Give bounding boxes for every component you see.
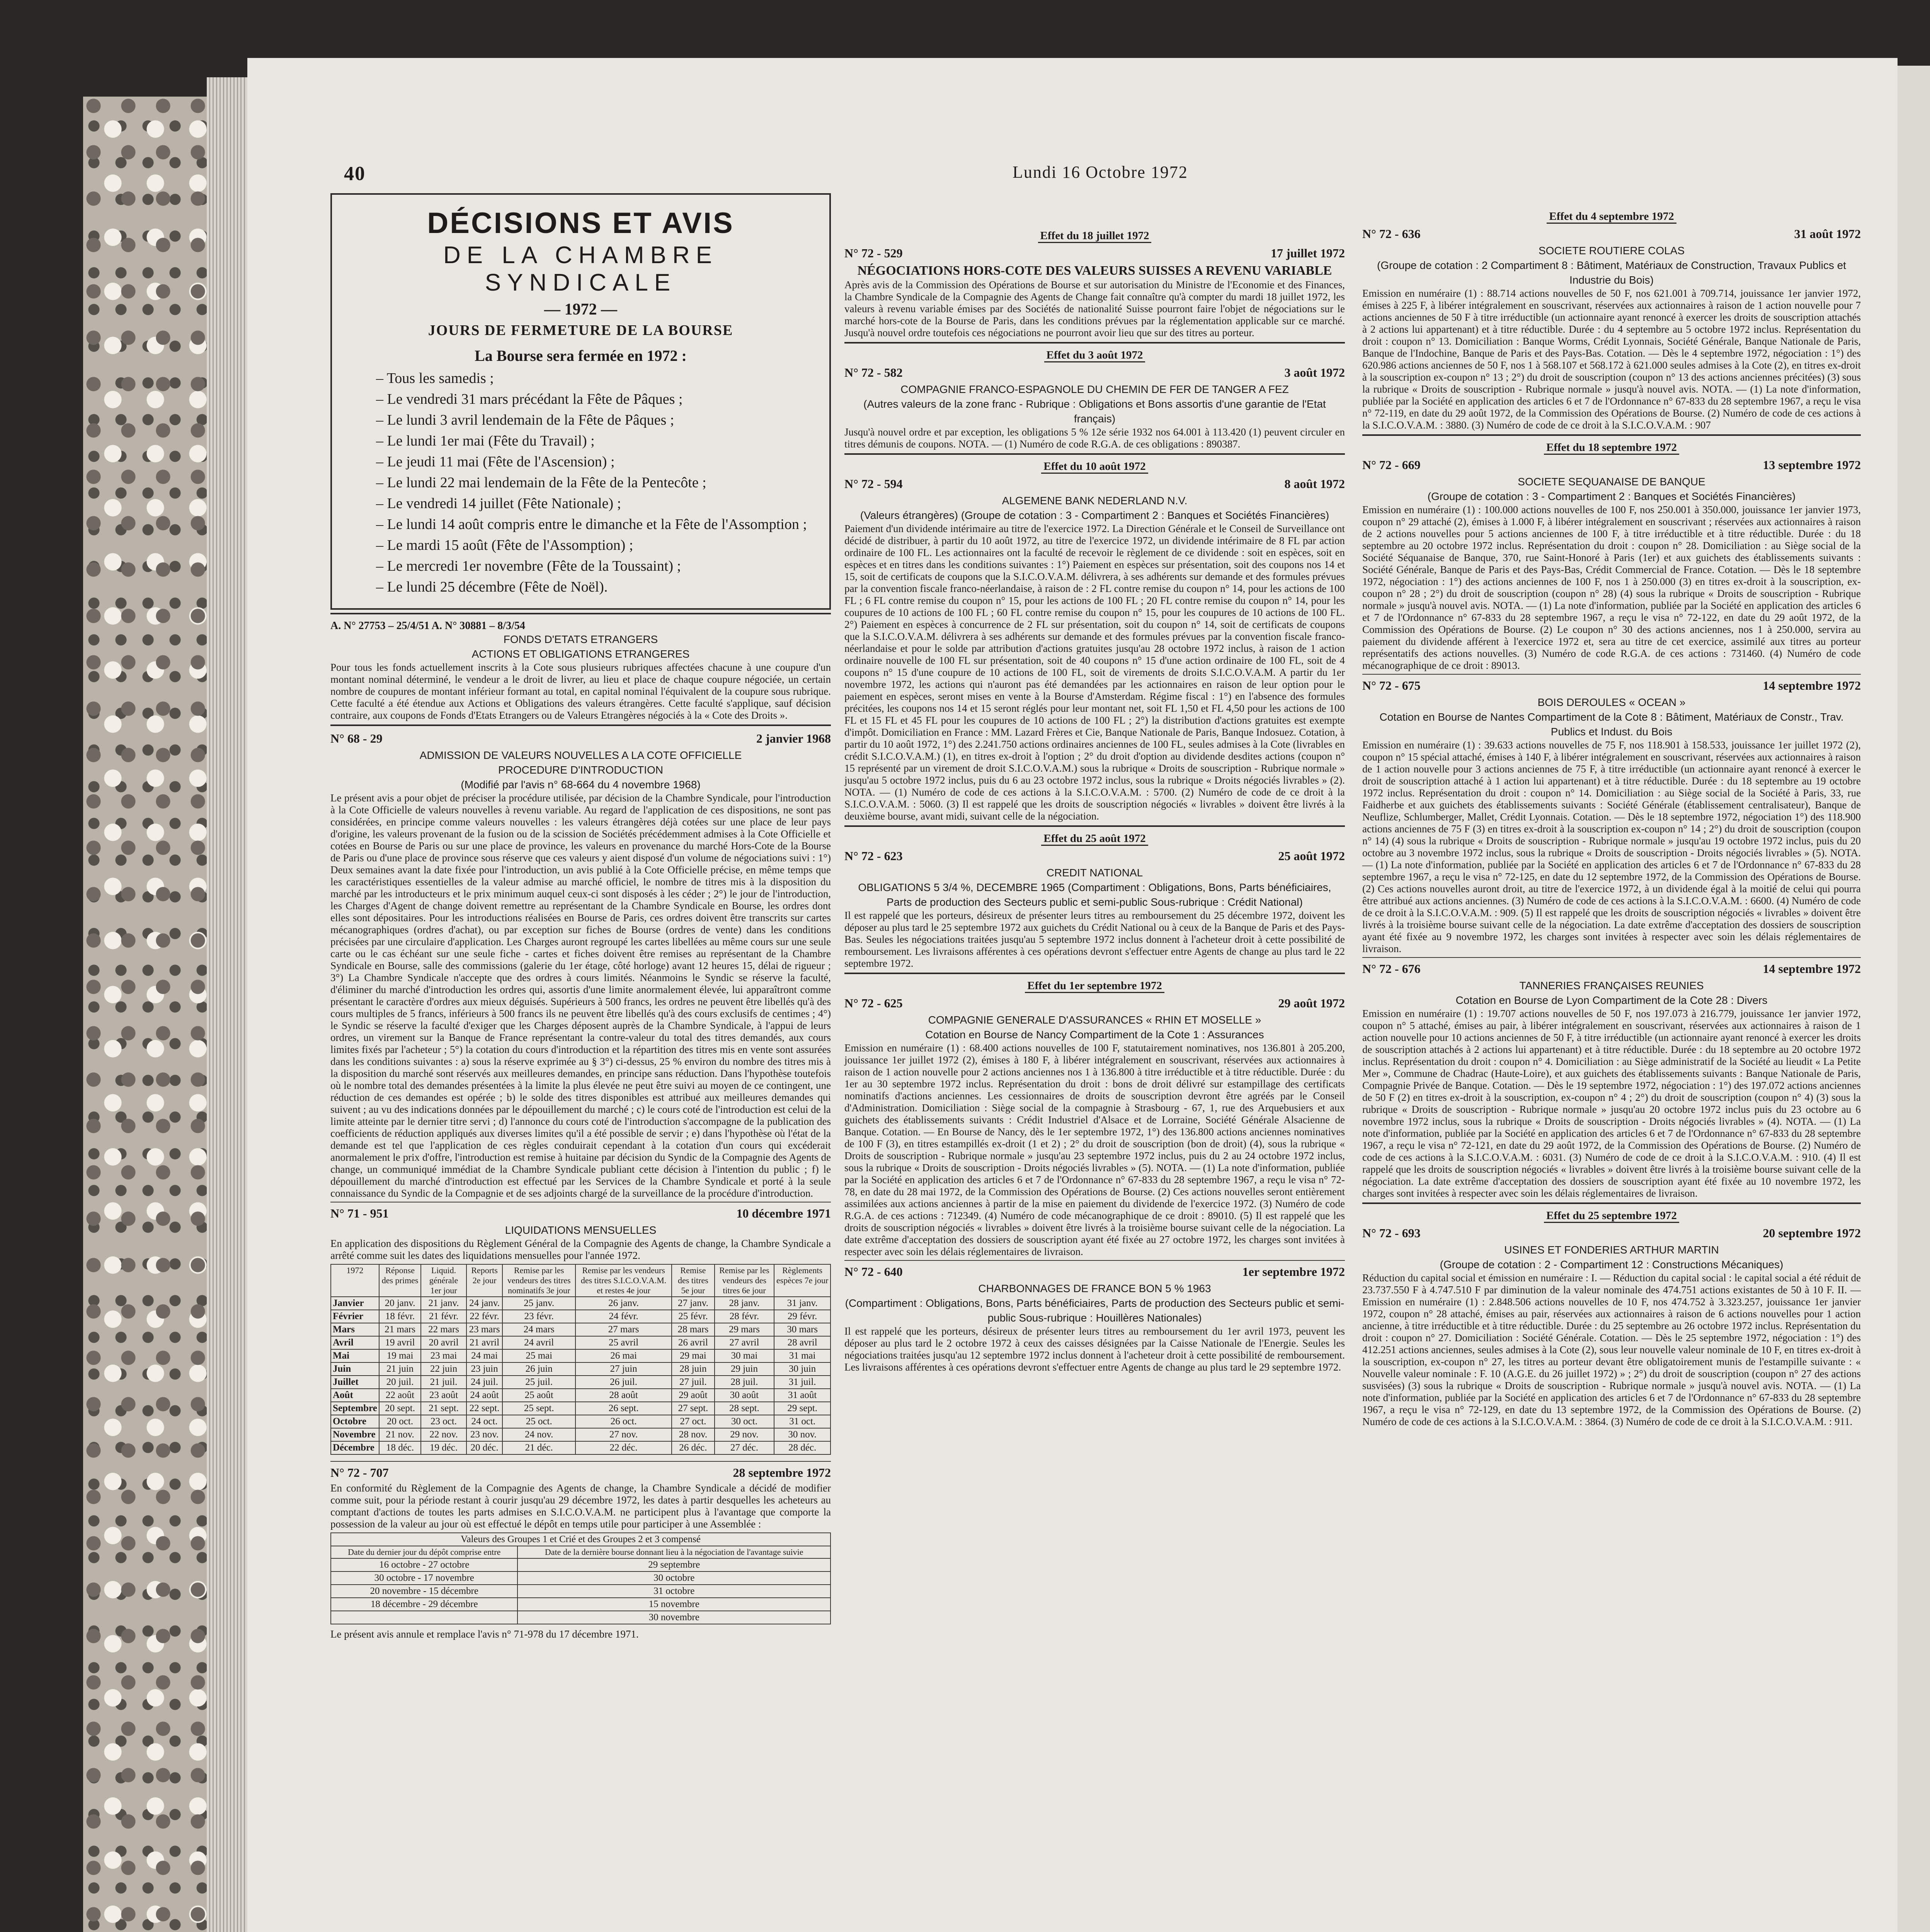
table-cell: 28 mars bbox=[672, 1323, 714, 1336]
table-cell: 30 juin bbox=[774, 1362, 831, 1376]
notice-date: 13 septembre 1972 bbox=[1763, 458, 1861, 472]
table-cell: 24 nov. bbox=[502, 1428, 575, 1441]
notice-header bbox=[1362, 962, 1861, 976]
notice-header bbox=[844, 366, 1345, 380]
table-cell: 19 mai bbox=[379, 1349, 421, 1362]
table-cell: 23 août bbox=[421, 1389, 466, 1402]
notice-number: N° 72 - 582 bbox=[844, 366, 903, 379]
table-cell: 21 déc. bbox=[502, 1441, 575, 1454]
table-cell: 20 janv. bbox=[379, 1297, 421, 1310]
table-cell: 28 juin bbox=[672, 1362, 714, 1376]
notice-subtitle: (Valeurs étrangères) (Groupe de cotation : 3 - Compartiment 2 : Banques et Sociétés Financières) bbox=[860, 509, 1329, 521]
notice-text: Après avis de la Commission des Opérations de Bourse et sur autorisation du Ministre de l'Economie et des Finances, la Chambre Syndicale de la Compagnie des Agents de Change fait connaître qu'à compter du mardi 18 juillet 1972, les valeurs à revenu variable émises par des Sociétés de nationalité Suisse pourront faire l'objet de négociations sur le marché hors-cote de la Bourse de Paris, dans les conditions prévues par la réglementation applicable sur ce marché. Jusqu'à nouvel ordre toutefois ces négociations ne pourront avoir lieu que sur des titres au porteur. bbox=[844, 279, 1345, 338]
table-cell: Juin bbox=[331, 1362, 379, 1376]
notice-subtitle: (Groupe de cotation : 2 Compartiment 8 : Bâtiment, Matériaux de Construction, Travaux Publics et Industrie du Bois) bbox=[1377, 259, 1846, 286]
table-cell: 27 juin bbox=[575, 1362, 672, 1376]
table-cell: 25 août bbox=[502, 1389, 575, 1402]
table-cell: 27 juil. bbox=[672, 1376, 714, 1389]
notice-header bbox=[330, 1206, 831, 1221]
table-title: Valeurs des Groupes 1 et Crié et des Groupes 2 et 3 compensé bbox=[331, 1533, 831, 1546]
table-cell: 23 juin bbox=[466, 1362, 503, 1376]
notice-text: Le présent avis a pour objet de préciser la procédure utilisée, par décision de la Chambre Syndicale, pour l'introduction à la Cote Officielle de valeurs nouvelles à revenu variable. Au regard de l'application de ces dispositions, ne sont pas considérées, en principe comme valeurs nouvelles : les valeurs étrangères déjà cotées sur une place de leur pays d'origine, les valeurs provenant de la fusion ou de la scission de Sociétés précédemment admises à la Cote Officielle et cotées en Bourse de Paris ou sur une place de province, les valeurs en provenance du marché Hors-Cote de la Bourse de Paris ou d'une place de province sous réserve que ces valeurs y aient disposé d'un volume de négociations suivi : 1°) Deux semaines avant la date fixée pour l'introduction, un avis publié à la Cote Officielle précise, en même temps que les caractéristiques essentielles de la valeur admise au marché officiel, le nombre de titres mis à la disposition du marché par les introducteurs et le prix minimum auquel ceux-ci sont disposés à les céder ; 2°) le jour de l'introduction, les Charges d'Agent de change doivent remettre au représentant de la Chambre Syndicale en Bourse, les ordres dont elles sont dépositaires. Pour les introductions réalisées en Bourse de Paris, ces ordres doivent être transcrits sur cartes mécanographiques (ordres d'achat), ou par exception sur fiches de Bourse (ordres de vente) dans les conditions précisées par une circulaire d'application. Les Charges auront regroupé les cartes libellées au même cours sur une seule carte ou le cas échéant sur une seule fiche - cartes et fiches doivent être remises au représentant de la Chambre Syndicale en Bourse, salle des commissions (galerie du 1er étage, côté horloge) avant 12 heures 15, délai de rigueur ; 3°) La Chambre Syndicale n'accepte que des ordres à cours limités. Néanmoins le Syndic se réserve la faculté, d'éliminer du marché d'introduction les ordres qui, assortis d'une limite anormalement élevée, lui apparaîtront comme présentant le caractère d'ordres aux mieux déguisés. Supérieurs à 500 francs, les ordres ne peuvent être libellés qu'à des cours multiples de 5 francs, inférieurs à 500 francs ils ne peuvent être libellés qu'à des cours exclusifs de centimes ; 4°) le Syndic se réserve la faculté d'exiger que les Charges déposent auprès de la Chambre Syndicale, à l'appui de leurs ordres, un virement sur la Banque de France représentant la contre-valeur du total des titres demandés, aux cours limites fixés par l'acheteur ; 5°) la cotation du cours d'introduction et la répartition des titres mis en vente sont assurées dans les conditions suivantes : a) sous la réserve exprimée au § 3°) ci-dessus, 25 % environ du nombre des titres mis à la disposition du marché sont réservés aux meilleures demandes, en principe sans réduction. Dans l'hypothèse toutefois où le nombre total des demandes présentées à la limite la plus élevée ne peut être suivi au moyen de ce contingent, une réduction de ces demandes est opérée ; b) le solde des titres disponibles est attribué aux meilleures demandes qui suivent ; au vu des indications données par le dépouillement du marché ; c) le cours coté de l'introduction est celui de la limite atteinte par le dernier titre servi ; d) l'annonce du cours coté de l'introduction s'accompagne de la publication des coefficients de réduction appliqués aux diverses limites qu'il a été possible de servir ; e) dans l'hypothèse où l'état de la demande est tel que l'application de ces règles conduirait cependant à la cotation d'un cours qui excéderait anormalement le prix d'offre, l'introduction est remise à huitaine par décision du Syndic de la Compagnie des Agents de change, un communiqué immédiat de la Chambre Syndicale publiant cette décision à l'intention du public ; f) le dépouillement du marché d'introduction est effectué par les Services de la Chambre Syndicale et porté à la seule connaissance du Syndic de la Compagnie et de ses adjoints chargé de la surveillance de la procédure d'introduction. bbox=[330, 792, 831, 1199]
table-row bbox=[331, 1376, 831, 1389]
notice-header bbox=[1362, 458, 1861, 472]
table-cell: 19 avril bbox=[379, 1336, 421, 1349]
fonds-subtitle: ACTIONS ET OBLIGATIONS ETRANGERES bbox=[471, 648, 690, 660]
table-cell: Novembre bbox=[331, 1428, 379, 1441]
table-cell: 15 novembre bbox=[517, 1598, 831, 1611]
table-cell: 22 août bbox=[379, 1389, 421, 1402]
table-cell: 30 oct. bbox=[715, 1415, 774, 1428]
table-cell: 27 nov. bbox=[575, 1428, 672, 1441]
table-cell: 27 mars bbox=[575, 1323, 672, 1336]
notice-date: 17 juillet 1972 bbox=[1271, 246, 1345, 260]
notice-title: USINES ET FONDERIES ARTHUR MARTIN bbox=[1504, 1244, 1719, 1256]
table-cell: 28 avril bbox=[774, 1336, 831, 1349]
table-cell: 22 sept. bbox=[466, 1402, 503, 1415]
notice-text: Jusqu'à nouvel ordre et par exception, les obligations 5 % 12e série 1932 nos 64.001 à 113.420 (1) peuvent circuler en titres démunis de coupons. NOTA. — (1) Numéro de code R.G.A. de ces obligations : 890387. bbox=[844, 426, 1345, 450]
table-cell: 31 août bbox=[774, 1389, 831, 1402]
table-cell: 24 avril bbox=[502, 1336, 575, 1349]
notice-header bbox=[844, 246, 1345, 260]
table-cell: 23 oct. bbox=[421, 1415, 466, 1428]
table-cell: 18 décembre - 29 décembre bbox=[331, 1598, 517, 1611]
table-cell: 25 févr. bbox=[672, 1310, 714, 1323]
main-title: DÉCISIONS ET AVIS bbox=[427, 207, 734, 240]
table-cell: 24 août bbox=[466, 1389, 503, 1402]
effet-heading: Effet du 25 septembre 1972 bbox=[1362, 1209, 1861, 1222]
table-cell: Janvier bbox=[331, 1297, 379, 1310]
table-cell: 31 oct. bbox=[774, 1415, 831, 1428]
table-cell: 20 oct. bbox=[379, 1415, 421, 1428]
notice-subtitle: Cotation en Bourse de Nantes Compartiment de la Cote 8 : Bâtiment, Matériaux de Constr., Trav. Publics et Indust. du Bois bbox=[1379, 711, 1844, 738]
table-cell: 29 févr. bbox=[774, 1310, 831, 1323]
table-cell: 20 novembre - 15 décembre bbox=[331, 1585, 517, 1598]
table-cell: Août bbox=[331, 1389, 379, 1402]
table-cell: 22 févr. bbox=[466, 1310, 503, 1323]
groups-table bbox=[330, 1532, 831, 1624]
notice-title: COMPAGNIE FRANCO-ESPAGNOLE DU CHEMIN DE FER DE TANGER A FEZ bbox=[900, 383, 1289, 395]
table-cell: Février bbox=[331, 1310, 379, 1323]
table-cell: 26 avril bbox=[672, 1336, 714, 1349]
table-row bbox=[331, 1585, 831, 1598]
notice-number: N° 72 - 640 bbox=[844, 1265, 903, 1279]
table-cell: 19 déc. bbox=[421, 1441, 466, 1454]
notice-number: N° 72 - 669 bbox=[1362, 458, 1421, 472]
table-cell: 30 octobre - 17 novembre bbox=[331, 1571, 517, 1585]
table-body bbox=[331, 1558, 831, 1624]
table-cell: 28 févr. bbox=[715, 1310, 774, 1323]
column-header: Date du dernier jour du dépôt comprise entre bbox=[331, 1546, 517, 1558]
notice-date: 14 septembre 1972 bbox=[1763, 679, 1861, 692]
notice-header bbox=[844, 477, 1345, 491]
year-label: — 1972 — bbox=[544, 301, 617, 318]
notice-number: N° 72 - 529 bbox=[844, 246, 903, 260]
notice-header bbox=[330, 1466, 831, 1480]
table-cell: 28 nov. bbox=[672, 1428, 714, 1441]
notice-date: 1er septembre 1972 bbox=[1242, 1265, 1345, 1279]
table-cell: 29 nov. bbox=[715, 1428, 774, 1441]
notice-date: 14 septembre 1972 bbox=[1763, 962, 1861, 976]
table-cell: 28 juil. bbox=[715, 1376, 774, 1389]
closing-intro: La Bourse sera fermée en 1972 : bbox=[475, 347, 687, 364]
notice-date: 3 août 1972 bbox=[1284, 366, 1345, 379]
table-cell: 31 juil. bbox=[774, 1376, 831, 1389]
table-cell: 16 octobre - 27 octobre bbox=[331, 1558, 517, 1571]
closing-day: – Le lundi 3 avril lendemain de la Fête de Pâques ; bbox=[376, 412, 674, 428]
notice-text: En application des dispositions du Règlement Général de la Compagnie des Agents de change, la Chambre Syndicale a arrêté comme suit les dates des liquidations mensuelles pour l'année 1972. bbox=[330, 1238, 831, 1261]
column-left bbox=[330, 193, 831, 1643]
table-cell: 30 novembre bbox=[517, 1611, 831, 1624]
table-cell: 29 septembre bbox=[517, 1558, 831, 1571]
table-cell: 24 juil. bbox=[466, 1376, 503, 1389]
notice-subtitle: PROCEDURE D'INTRODUCTION bbox=[498, 764, 663, 776]
table-cell: 24 janv. bbox=[466, 1297, 503, 1310]
table-row bbox=[331, 1323, 831, 1336]
table-cell: 28 janv. bbox=[715, 1297, 774, 1310]
table-row bbox=[331, 1310, 831, 1323]
column-header: Date de la dernière bourse donnant lieu à la négociation de l'avantage suivie bbox=[517, 1546, 831, 1558]
closing-day: – Le lundi 1er mai (Fête du Travail) ; bbox=[376, 433, 595, 449]
table-cell: 18 févr. bbox=[379, 1310, 421, 1323]
table-cell: Décembre bbox=[331, 1441, 379, 1454]
table-cell: 28 sept. bbox=[715, 1402, 774, 1415]
notice-date: 25 août 1972 bbox=[1278, 849, 1345, 863]
table-cell: 26 déc. bbox=[672, 1441, 714, 1454]
notice-number: N° 72 - 625 bbox=[844, 996, 903, 1010]
page-edges bbox=[207, 77, 253, 1932]
table-cell: 25 janv. bbox=[502, 1297, 575, 1310]
table-cell: 30 août bbox=[715, 1389, 774, 1402]
table-cell: 29 août bbox=[672, 1389, 714, 1402]
notice-number: N° 68 - 29 bbox=[330, 731, 383, 745]
table-cell: 21 mars bbox=[379, 1323, 421, 1336]
notice-text: Emission en numéraire (1) : 39.633 actions nouvelles de 75 F, nos 118.901 à 158.533, jouissance 1er juillet 1972 (2), coupon n° 15 spécial attaché, émises à 140 F, à libérer intégralement en souscrivant, réservées aux actionnaires à raison de 1 action nouvelle pour 3 actions anciennes de 75 F, à titre irréductible (un actionnaire ayant renoncé à exercer le droit de souscription attaché à 1 action lui appartenant) et à titre réductible. Durée : du 18 septembre au 19 octobre 1972 inclus. Représentation du droit : coupon n° 14. Domiciliation : au Siège social de la Société à Paris, 33, rue Faidherbe et aux guichets des établissements suivants : Société Générale (établissement centralisateur), Banque de Neuflize, Schlumberger, Mallet, Crédit Lyonnais. Cotation. — Dès le 18 septembre 1972, négociation 1°) des 118.900 actions anciennes de 75 F (3) en titres ex-droit à la souscription ex-coupon n° 14 ; 2°) du droit de souscription (coupon n° 14) (4) sous la rubrique « Droits de souscription - Rubrique normale » jusqu'au 19 octobre 1972 inclus, puis du 20 octobre au 3 novembre 1972 inclus, sous la rubrique « Droits de souscription - Droits négociés livrables » (5). NOTA. — (1) La note d'information, publiée par la Société en application des articles 6 et 7 de l'Ordonnance n° 67-833 du 28 septembre 1967, a reçu le visa n° 72-125, en date du 12 septembre 1972, de la Commission des Opérations de Bourse. (2) Ces actions nouvelles auront droit, au titre de l'exercice 1972, à un dividende égal à la moitié de celui qui pourra être attribué aux actions anciennes. (3) Numéro de code de ces actions à la S.I.C.O.V.A.M. : 6600. (4) Numéro de code de ce droit à la S.I.C.O.V.A.M. : 909. (5) Il est rappelé que les droits de souscription négociés « livrables » doivent être livrés à la troisième bourse suivant celle de la négociation. La date extrême d'acceptation des dossiers de souscription ayant été fixée au 9 novembre 1972, les charges sont invitées à respecter avec soin les délais réglementaires de livraison. bbox=[1362, 739, 1861, 954]
table-cell: Mars bbox=[331, 1323, 379, 1336]
table-cell: 29 juin bbox=[715, 1362, 774, 1376]
table-cell: 30 octobre bbox=[517, 1571, 831, 1585]
closing-day: – Tous les samedis ; bbox=[376, 370, 494, 386]
effet-heading: Effet du 10 août 1972 bbox=[844, 460, 1345, 473]
table-cell: 23 févr. bbox=[502, 1310, 575, 1323]
notice-text: Emission en numéraire (1) : 19.707 actions nouvelles de 50 F, nos 197.073 à 216.779, jouissance 1er janvier 1972, coupon n° 5 attaché, émises au pair, à libérer intégralement en souscrivant, réservées aux actionnaires à raison de 1 action nouvelle pour 10 actions anciennes de 50 F, à titre irréductible (un actionnaire ayant renoncé à exercer les droits de souscription attachés à 2 actions lui appartenant) et à titre réductible. Durée : du 18 septembre au 20 octobre 1972 inclus. Représentation du droit : coupon n° 4. Domiciliation : au Siège administratif de la Société au lieudit « La Petite Mer », Commune de Chadrac (Haute-Loire), et aux guichets des établissements suivants : Banque Nationale de Paris, Compagnie Privée de Banque. Cotation. — Dès le 19 septembre 1972, négociation : 1°) des 197.072 actions anciennes de 50 F (2) en titres ex-droit à la souscription, ex-coupon n° 4 ; 2°) du droit de souscription (coupon n° 4) (3) sous la rubrique « Droits de souscription - Rubrique normale » jusqu'au 20 octobre 1972 inclus puis du 23 octobre au 6 novembre 1972 inclus, sous la rubrique « Droits de souscription - Droits négociés livrables » (4). NOTA. — (1) La note d'information, publiée par la Société en application des articles 6 et 7 de l'Ordonnance n° 67-833 du 28 septembre 1967, a reçu le visa n° 72-121, en date du 29 août 1972, de la Commission des Opérations de Bourse. (2) Numéro de code de ces actions à la S.I.C.O.V.A.M. : 6031. (3) Numéro de code de ce droit à la S.I.C.O.V.A.M. : 910. (4) Il est rappelé que les droits de souscription négociés « livrables » doivent être livrés à la troisième bourse suivant celle de la négociation. La date extrême d'acceptation des dossiers de souscription ayant été fixée au 10 novembre 1972, les charges sont invitées à respecter avec soin les délais réglementaires de livraison. bbox=[1362, 1008, 1861, 1199]
table-cell bbox=[331, 1611, 517, 1624]
notice-subtitle: (Autres valeurs de la zone franc - Rubrique : Obligations et Bons assortis d'une garantie de l'Etat français) bbox=[863, 398, 1326, 425]
notice-footer: Le présent avis annule et remplace l'avis n° 71-978 du 17 décembre 1971. bbox=[330, 1628, 639, 1640]
table-row bbox=[331, 1297, 831, 1310]
table-cell: 21 févr. bbox=[421, 1310, 466, 1323]
notice-text: Réduction du capital social et émission en numéraire : I. — Réduction du capital social : le capital social a été réduit de 23.737.550 F à 4.747.510 F par diminution de la valeur nominale des 474.751 actions existantes de 50 à 10 F. II. — Emission en numéraire (1) : 2.848.506 actions nouvelles de 10 F, nos 474.752 à 3.323.257, jouissance 1er janvier 1972, coupon n° 28 attaché, émises au pair, réservées aux actionnaires à raison de 6 actions nouvelles pour 1 action ancienne, à titre irréductible et à titre réductible. Durée : du 25 septembre au 26 octobre 1972 inclus. Représentation du droit : coupon n° 27. Domiciliation : Société Générale. Cotation. — Dès le 25 septembre 1972, négociation : 1°) des 412.251 actions anciennes, seules admises à la Cote (2), sous leur nouvelle valeur nominale de 10 F, en titres ex-droit à la souscription, ex-coupon n° 27, les titres au porteur devant être obligatoirement munis de l'estampille suivante : « Nouvelle valeur nominale : F. 10 (A.G.E. du 26 juillet 1972) » ; 2°) du droit de souscription (coupon n° 27 des actions susvisées) (3) sous la rubrique « Droits de souscription - Rubrique normale » jusqu'à nouvel avis. NOTA. — (1) La note d'information, publiée par la Société en application des articles 6 et 7 de l'Ordonnance n° 67-833 du 28 septembre 1967, a reçu le visa n° 72-129, en date du 13 septembre 1972, de la Commission des Opérations de Bourse. (2) Numéro de code de ces actions à la S.I.C.O.V.A.M. : 3864. (3) Numéro de code de ce droit à la S.I.C.O.V.A.M. : 911. bbox=[1362, 1272, 1861, 1427]
notice-number: N° 72 - 707 bbox=[330, 1466, 389, 1480]
notice-header bbox=[1362, 679, 1861, 693]
table-row bbox=[331, 1349, 831, 1362]
column-header: Remise par les vendeurs des titres 6e jour bbox=[715, 1264, 774, 1297]
table-cell: 26 janv. bbox=[575, 1297, 672, 1310]
table-cell: 20 avril bbox=[421, 1336, 466, 1349]
closing-days-box bbox=[330, 193, 831, 610]
notice-text: Emission en numéraire (1) : 88.714 actions nouvelles de 50 F, nos 621.001 à 709.714, jouissance 1er janvier 1972, émises à 225 F, à libérer intégralement en souscrivant, réservées aux actionnaires à raison de 1 action nouvelle pour 7 actions anciennes de 50 F à titre irréductible (un actionnaire ayant renoncé à exercer les droits de souscription attachés à 2 actions lui appartenant) et à titre réductible. Durée : du 4 septembre au 5 octobre 1972 inclus. Représentation du droit : coupon n° 13. Domiciliation : Banque Worms, Crédit Lyonnais, Société Générale, Banque Nationale de Paris, Banque de l'Indochine, Banque de Paris et des Pays-Bas. Cotation. — Dès le 4 septembre 1972, négociation : 1°) des 620.986 actions anciennes de 50 F, nos 1 à 568.107 et 568.172 à 621.000 seules admises à la Cote (2), en titres ex-droit à la souscription ex-coupon n° 13 ; 2°) du droit de souscription (coupon n° 13 des actions anciennes précitées) (3) sous la rubrique « Droits de souscription - Rubrique normale » jusqu'à nouvel avis. NOTA. — (1) La note d'information, publiée par la Société en application des articles 6 et 7 de l'Ordonnance n° 67-833 du 28 septembre 1967, a reçu le visa n° 72-119, en date du 29 août 1972, de la Commission des Opérations de Bourse. (2) Numéro de code de ces actions à la S.I.C.O.V.A.M. : 3880. (3) Numéro de code de ce droit à la S.I.C.O.V.A.M. : 907 bbox=[1362, 287, 1861, 431]
notice-title: BOIS DEROULES « OCEAN » bbox=[1537, 696, 1686, 708]
closing-day: – Le mardi 15 août (Fête de l'Assomption) ; bbox=[376, 537, 633, 553]
page-date: Lundi 16 Octobre 1972 bbox=[1013, 163, 1188, 182]
table-row bbox=[331, 1402, 831, 1415]
notice-number: N° 72 - 636 bbox=[1362, 227, 1421, 241]
table-row bbox=[331, 1558, 831, 1571]
closing-day: – Le vendredi 31 mars précédant la Fête de Pâques ; bbox=[376, 391, 683, 407]
table-cell: 27 déc. bbox=[715, 1441, 774, 1454]
table-row bbox=[331, 1598, 831, 1611]
notice-header bbox=[1362, 227, 1861, 241]
column-header: Réponse des primes bbox=[379, 1264, 421, 1297]
notice-number: N° 72 - 623 bbox=[844, 849, 903, 863]
notice-title: TANNERIES FRANÇAISES REUNIES bbox=[1519, 980, 1704, 992]
table-cell: 26 juin bbox=[502, 1362, 575, 1376]
closing-day: – Le vendredi 14 juillet (Fête Nationale) ; bbox=[376, 495, 621, 512]
effet-heading: Effet du 18 septembre 1972 bbox=[1362, 441, 1861, 454]
notice-number: N° 72 - 676 bbox=[1362, 962, 1421, 976]
avis-references: A. N° 27753 – 25/4/51 A. N° 30881 – 8/3/54 bbox=[330, 620, 525, 632]
closing-day: – Le lundi 25 décembre (Fête de Noël). bbox=[376, 579, 608, 595]
column-header: 1972 bbox=[331, 1264, 379, 1297]
table-cell: 26 oct. bbox=[575, 1415, 672, 1428]
table-cell: 23 mars bbox=[466, 1323, 503, 1336]
main-subtitle: DE LA CHAMBRE SYNDICALE bbox=[443, 242, 718, 296]
table-cell: 26 sept. bbox=[575, 1402, 672, 1415]
notice-title: CHARBONNAGES DE FRANCE BON 5 % 1963 bbox=[978, 1282, 1211, 1294]
table-cell: 27 avril bbox=[715, 1336, 774, 1349]
table-cell: 21 avril bbox=[466, 1336, 503, 1349]
table-cell: 31 octobre bbox=[517, 1585, 831, 1598]
notice-title: CREDIT NATIONAL bbox=[1046, 867, 1143, 879]
notice-date: 31 août 1972 bbox=[1794, 227, 1861, 241]
table-cell: 28 août bbox=[575, 1389, 672, 1402]
table-cell: 24 mars bbox=[502, 1323, 575, 1336]
notice-title: COMPAGNIE GENERALE D'ASSURANCES « RHIN ET MOSELLE » bbox=[928, 1014, 1261, 1026]
column-header: Reports 2e jour bbox=[466, 1264, 503, 1297]
column-header: Remise des titres 5e jour bbox=[672, 1264, 714, 1297]
page-number: 40 bbox=[344, 163, 366, 185]
column-header: Remise par les vendeurs des titres S.I.C.O.V.A.M. et restes 4e jour bbox=[575, 1264, 672, 1297]
marbled-binding bbox=[83, 97, 211, 1932]
notice-number: N° 71 - 951 bbox=[330, 1206, 389, 1220]
table-cell: 20 sept. bbox=[379, 1402, 421, 1415]
table-cell: 23 mai bbox=[421, 1349, 466, 1362]
table-cell: 25 sept. bbox=[502, 1402, 575, 1415]
notice-text: Il est rappelé que les porteurs, désireux de présenter leurs titres au remboursement du 1er avril 1973, peuvent les déposer au plus tard le 2 octobre 1972 à ceux des caisses désignées par la Caisse Nationale de l'Energie. Seules les négociations traitées jusqu'au 12 septembre 1972 inclus donnent à l'acheteur droit à cette possibilité de remboursement. Les livraisons afférentes à ces opérations devront s'effectuer entre Agents de change au plus tard le 29 septembre 1972. bbox=[844, 1325, 1345, 1373]
table-cell: 29 sept. bbox=[774, 1402, 831, 1415]
notice-date: 2 janvier 1968 bbox=[756, 731, 831, 745]
table-cell: 26 juil. bbox=[575, 1376, 672, 1389]
table-cell: 21 juin bbox=[379, 1362, 421, 1376]
table-cell: 27 janv. bbox=[672, 1297, 714, 1310]
table-cell: 30 mai bbox=[715, 1349, 774, 1362]
column-header: Règlements espèces 7e jour bbox=[774, 1264, 831, 1297]
closing-day: – Le jeudi 11 mai (Fête de l'Ascension) ; bbox=[376, 454, 615, 470]
notice-text: Emission en numéraire (1) : 100.000 actions nouvelles de 100 F, nos 250.001 à 350.000, jouissance 1er janvier 1973, coupon n° 29 attaché (2), émises à 1.000 F, à libérer intégralement en souscrivant ; réservées aux actionnaires à raison de 2 actions nouvelles pour 5 actions anciennes de 100 F, à titre irréductible et à titre réductible. Durée : du 18 septembre au 20 octobre 1972 inclus. Représentation du droit : coupon n° 28. Domiciliation : au Siège social de la Société Séquanaise de Banque, 370, rue Saint-Honoré à Paris (1er) et aux guichets des établissements suivants : Société Générale, Banque de Paris et des Pays-Bas, Crédit Commercial de France. Cotation. — Dès le 18 septembre 1972, négociation : 1°) des actions anciennes de 100 F, nos 1 à 250.000 (3) en titres ex-droit à la souscription, ex-coupon n° 28 ; 2°) du droit de souscription (coupon n° 28) (4) sous la rubrique « Droits de souscription - Rubrique normale » jusqu'à nouvel avis. NOTA. — (1) La note d'information, publiée par la Société en application des articles 6 et 7 de l'Ordonnance n° 67-833 du 28 septembre 1967, a reçu le visa n° 72-122, en date du 29 août 1972, de la Commission des Opérations de Bourse. (2) Le coupon n° 30 des actions anciennes, nos 1 à 250.000, servira au paiement du dividende afférent à l'exercice 1972 et, sera au titre de cet exercice, assimilé aux titres au porteur représentatifs des actions nouvelles. (3) Numéro de code R.G.A. de ces actions : 731460. (4) Numéro de code mécanographique de ce droit : 89013. bbox=[1362, 504, 1861, 671]
closing-days-list bbox=[341, 368, 820, 597]
notice-title: ADMISSION DE VALEURS NOUVELLES A LA COTE OFFICIELLE bbox=[419, 749, 742, 761]
notice-date: 20 septembre 1972 bbox=[1763, 1226, 1861, 1240]
table-cell: 27 oct. bbox=[672, 1415, 714, 1428]
notice-date: 10 décembre 1971 bbox=[736, 1206, 831, 1220]
table-cell: 26 mai bbox=[575, 1349, 672, 1362]
table-cell: 31 janv. bbox=[774, 1297, 831, 1310]
notice-header bbox=[844, 849, 1345, 863]
table-cell: 25 avril bbox=[575, 1336, 672, 1349]
table-row bbox=[331, 1362, 831, 1376]
table-row bbox=[331, 1415, 831, 1428]
notice-number: N° 72 - 693 bbox=[1362, 1226, 1421, 1240]
facing-page-edge bbox=[1896, 66, 1930, 1932]
notice-text: Paiement d'un dividende intérimaire au titre de l'exercice 1972. La Direction Générale et le Conseil de Surveillance ont décidé de distribuer, à partir du 10 août 1972, au titre de l'exercice 1972, un dividende intérimaire de 8 FL par action ordinaire de 100 FL. Les actionnaires ont la faculté de recevoir le règlement de ce dividende : soit en espèces, soit en espèces et en titres dans les conditions suivantes : 1°) Paiement en espèces sur présentation, soit des coupons nos 14 et 15, soit de certificats de coupons que la S.I.C.O.V.A.M. délivrera, à ses adhérents sur demande et des formules prévues par la convention fiscale franco-néerlandaise, à raison de : 2 FL contre remise du coupon n° 14, pour les actions de 100 FL ; 6 FL contre remise du coupon n° 15, pour les actions de 100 FL ; 20 FL contre remise du coupon n° 14, pour les coupures de 10 actions de 100 FL ; 60 FL contre remise du coupon n° 15, pour les coupures de 10 actions de 100 FL. 2°) Paiement en espèces à concurrence de 2 FL sur présentation, soit du coupon n° 14, soit de certificats de coupons que la S.I.C.O.V.A.M. délivrera à ses adhérents sur demande et des formules prévues par la convention fiscale franco-néerlandaise et pour le solde par attribution d'actions gratuites jusqu'au 28 octobre 1972 inclus, à raison de 1 action ordinaire nouvelle de 100 FL sur présentation, soit de 40 coupons n° 15 d'une action ordinaire de 100 FL, soit de 4 coupons n° 15 d'une coupure de 10 actions de 100 FL, soit de virements de droits S.I.C.O.V.A.M. A partir du 1er novembre 1972, les actions qui n'auront pas été demandées par les actionnaires en raison de leur option pour le paiement en espèces, seront mises en vente à la Bourse d'Amsterdam. Régime fiscal : 1°) en l'absence des formules précitées, les coupons nos 14 et 15 seront réglés pour leur montant net, soit FL 1,50 et FL 4,50 pour les actions de 100 FL et 15 FL et 45 FL pour les coupures de 10 actions de 100 FL ; 2°) la distribution d'actions gratuites est exempte d'impôt. Domiciliation en France : MM. Lazard Frères et Cie, Banque Nationale de Paris, Banque Indosuez. Cotation, à partir du 10 août 1972, 1°) des 2.241.750 actions ordinaires anciennes de 100 FL, seules admises à la Cote (livrables en crédit S.I.C.O.V.A.M.) (1), en titres ex-droit à l'option ; 2° du droit d'option au dividende desdites actions (coupon n° 15 représenté par un virement de droit S.I.C.O.V.A.M.) sous la rubrique « Droits de souscription - Rubrique normale » jusqu'au 5 octobre 1972 inclus, puis du 6 au 23 octobre 1972 inclus, sous la rubrique « Droits négociés livrables » (2). NOTA. — (1) Numéro de code de ces actions à la S.I.C.O.V.A.M. : 5700. (2) Numéro de code de ce droit à la S.I.C.O.V.A.M. : 5060. (3) Il est rappelé que les droits de souscription négociés « livrables » doivent être livrés à la deuxième bourse, avant midi, suivant celle de la négociation. bbox=[844, 523, 1345, 822]
table-cell: 24 oct. bbox=[466, 1415, 503, 1428]
notice-subtitle: (Groupe de cotation : 3 - Compartiment 2 : Banques et Sociétés Financières) bbox=[1427, 490, 1796, 502]
notice-subtitle: (Compartiment : Obligations, Bons, Parts bénéficiaires, Parts de production des Secteurs public et semi-public Sous-rubrique : Houillères Nationales) bbox=[845, 1297, 1345, 1324]
table-row bbox=[331, 1571, 831, 1585]
table-cell: 30 nov. bbox=[774, 1428, 831, 1441]
notice-title: SOCIETE SEQUANAISE DE BANQUE bbox=[1518, 476, 1705, 488]
notice-header bbox=[844, 1265, 1345, 1279]
closing-title: JOURS DE FERMETURE DE LA BOURSE bbox=[428, 322, 734, 338]
table-cell: 29 mars bbox=[715, 1323, 774, 1336]
notice-date: 8 août 1972 bbox=[1284, 477, 1345, 491]
column-right bbox=[1362, 205, 1861, 1430]
effet-heading: Effet du 18 juillet 1972 bbox=[844, 230, 1345, 242]
notice-text: En conformité du Règlement de la Compagnie des Agents de change, la Chambre Syndicale a décidé de modifier comme suit, pour la période restant à courir jusqu'au 29 décembre 1972, les dates à partir desquelles les acheteurs au comptant d'actions de toutes les parts admises en S.I.C.O.V.A.M. ne participent plus à l'avantage que comporte la possession de la valeur au jour où est effectué le dépôt en temps utile pour participer à une Assemblée : bbox=[330, 1482, 831, 1530]
table-cell: 21 sept. bbox=[421, 1402, 466, 1415]
fonds-text: Pour tous les fonds actuellement inscrits à la Cote sous plusieurs rubriques affectées chacune à une coupure d'un montant nominal déterminé, le vendeur a le droit de livrer, au lieu et place de chaque coupure négociée, un certain nombre de coupures de montant inférieur formant au total, en capital nominal l'équivalent de la coupure sous rubrique. Cette faculté a été étendue aux Actions et Obligations des valeurs étrangères. Cette faculté s'applique, sauf décision contraire, aux coupons de Fonds d'Etats Etrangers ou de Valeurs Etrangères négociés à la « Cote des Droits ». bbox=[330, 662, 831, 721]
notice-header bbox=[330, 731, 831, 746]
column-header: Liquid. générale 1er jour bbox=[421, 1264, 466, 1297]
notice-text: Emission en numéraire (1) : 68.400 actions nouvelles de 100 F, statutairement nominatives, nos 136.801 à 205.200, jouissance 1er juillet 1972 (2), émises à 180 F, à libérer intégralement en souscrivant, réservées aux actionnaires à raison de 1 action nouvelle pour 2 actions anciennes nos 1 à 136.800 à titre irréductible et à titre réductible. Durée : du 1er au 30 septembre 1972 inclus. Représentation du droit : bons de droit délivré sur estampillage des certificats nominatifs d'actions anciennes. Les cessionnaires de droits de souscription devront être agréés par le Conseil d'Administration. Domiciliation : Siège social de la compagnie à Strasbourg - 67, 1, rue des Arquebusiers et aux guichets des établissements suivants : Crédit Industriel d'Alsace et de Lorraine, Société Générale Alsacienne de Banque. Cotation. — En Bourse de Nancy, dès le 1er septembre 1972, 1°) des 136.800 actions anciennes nominatives de 100 F (3), en titres estampillés ex-droit (1 et 2) ; 2° du droit de souscription (bon de droit) (4), sous la rubrique « Droits de souscription - Rubrique normale » jusqu'au 23 septembre 1972 inclus, puis du 2 au 24 octobre 1972 inclus, sous la rubrique « Droits de souscription - Droits négociés livrables » (5). NOTA. — (1) La note d'information, publiée par la Société en application des articles 6 et 7 de l'Ordonnance n° 67-833 du 28 septembre 1967, a reçu le visa n° 72-78, en date du 28 mai 1972, de la Commission des Opérations de Bourse. (2) Ces actions nouvelles seront entièrement assimilées aux actions anciennes à partir de la mise en paiement du dividende de l'exercice 1972. (3) Numéro de code R.G.A. de ces actions : 712349. (4) Numéro de code mécanographique de ce droit : 89010. (5) Il est rappelé que les droits de souscription négociés « livrables » doivent être livrés à la troisième bourse suivant celle de la négociation. La date extrême d'acceptation des dossiers de souscription ayant été fixée au 27 octobre 1972, les charges sont invitées à respecter avec soin les délais réglementaires de livraison. bbox=[844, 1042, 1345, 1257]
table-cell: Mai bbox=[331, 1349, 379, 1362]
table-cell: 21 juil. bbox=[421, 1376, 466, 1389]
closing-day: – Le lundi 22 mai lendemain de la Fête de la Pentecôte ; bbox=[376, 474, 706, 491]
notice-number: N° 72 - 675 bbox=[1362, 679, 1421, 692]
column-header: Remise par les vendeurs des titres nominatifs 3e jour bbox=[502, 1264, 575, 1297]
table-cell: 28 déc. bbox=[774, 1441, 831, 1454]
notice-header bbox=[1362, 1226, 1861, 1240]
notice-date: 28 septembre 1972 bbox=[733, 1466, 831, 1480]
table-cell: 22 juin bbox=[421, 1362, 466, 1376]
table-cell: 24 mai bbox=[466, 1349, 503, 1362]
table-cell: Septembre bbox=[331, 1402, 379, 1415]
column-middle bbox=[844, 224, 1345, 1376]
closing-day: – Le mercredi 1er novembre (Fête de la Toussaint) ; bbox=[376, 558, 681, 574]
notice-title: NÉGOCIATIONS HORS-COTE DES VALEURS SUISSES A REVENU VARIABLE bbox=[857, 264, 1332, 278]
table-cell: 27 sept. bbox=[672, 1402, 714, 1415]
table-row bbox=[331, 1611, 831, 1624]
table-cell: 30 mars bbox=[774, 1323, 831, 1336]
effet-heading: Effet du 3 août 1972 bbox=[844, 349, 1345, 362]
table-cell: 22 déc. bbox=[575, 1441, 672, 1454]
effet-heading: Effet du 25 août 1972 bbox=[844, 832, 1345, 845]
table-cell: Juillet bbox=[331, 1376, 379, 1389]
table-cell: 18 déc. bbox=[379, 1441, 421, 1454]
table-header-row bbox=[331, 1264, 831, 1297]
table-row bbox=[331, 1389, 831, 1402]
notice-text: Il est rappelé que les porteurs, désireux de présenter leurs titres au remboursement du 25 décembre 1972, doivent les déposer au plus tard le 25 septembre 1972 aux guichets du Crédit National ou à ceux de la Banque de Paris et des Pays-Bas. Seules les négociations traitées jusqu'au 5 septembre 1972 inclus donnent à l'acheteur droit à cette possibilité de remboursement. Les livraisons afférentes à ces opérations devront s'effectuer entre Agents de change au plus tard le 22 septembre 1972. bbox=[844, 910, 1345, 969]
table-cell: 24 févr. bbox=[575, 1310, 672, 1323]
newspaper-page bbox=[247, 58, 1898, 1932]
notice-subtitle: Cotation en Bourse de Nancy Compartiment de la Cote 1 : Assurances bbox=[925, 1029, 1264, 1041]
notice-title: SOCIETE ROUTIERE COLAS bbox=[1538, 245, 1685, 257]
notice-header bbox=[844, 996, 1345, 1010]
notice-subtitle: (Groupe de cotation : 2 - Compartiment 12 : Constructions Mécaniques) bbox=[1440, 1259, 1784, 1270]
table-cell: Avril bbox=[331, 1336, 379, 1349]
table-cell: 21 nov. bbox=[379, 1428, 421, 1441]
effet-heading: Effet du 4 septembre 1972 bbox=[1362, 210, 1861, 223]
table-cell: 20 déc. bbox=[466, 1441, 503, 1454]
notice-subtitle: (Modifié par l'avis n° 68-664 du 4 novembre 1968) bbox=[461, 779, 701, 791]
notice-title: ALGEMENE BANK NEDERLAND N.V. bbox=[1002, 495, 1188, 507]
table-row bbox=[331, 1441, 831, 1454]
table-cell: 25 juil. bbox=[502, 1376, 575, 1389]
table-cell: Octobre bbox=[331, 1415, 379, 1428]
table-cell: 29 mai bbox=[672, 1349, 714, 1362]
table-body bbox=[331, 1297, 831, 1454]
table-cell: 22 mars bbox=[421, 1323, 466, 1336]
fonds-title: FONDS D'ETATS ETRANGERS bbox=[503, 633, 658, 645]
table-row bbox=[331, 1428, 831, 1441]
table-cell: 23 nov. bbox=[466, 1428, 503, 1441]
table-cell: 25 oct. bbox=[502, 1415, 575, 1428]
notice-subtitle: OBLIGATIONS 5 3/4 %, DECEMBRE 1965 (Compartiment : Obligations, Bons, Parts bénéficiaires, Parts de production des Secteurs public et semi-public Sous-rubrique : Crédit National) bbox=[858, 881, 1331, 908]
table-cell: 25 mai bbox=[502, 1349, 575, 1362]
notice-title: LIQUIDATIONS MENSUELLES bbox=[505, 1224, 657, 1236]
table-cell: 21 janv. bbox=[421, 1297, 466, 1310]
table-cell: 20 juil. bbox=[379, 1376, 421, 1389]
effet-heading: Effet du 1er septembre 1972 bbox=[844, 980, 1345, 992]
table-cell: 31 mai bbox=[774, 1349, 831, 1362]
table-row bbox=[331, 1336, 831, 1349]
table-cell: 22 nov. bbox=[421, 1428, 466, 1441]
notice-date: 29 août 1972 bbox=[1278, 996, 1345, 1010]
notice-number: N° 72 - 594 bbox=[844, 477, 903, 491]
liquidations-table bbox=[330, 1264, 831, 1455]
notice-subtitle: Cotation en Bourse de Lyon Compartiment de la Cote 28 : Divers bbox=[1455, 994, 1768, 1006]
closing-day: – Le lundi 14 août compris entre le dimanche et la Fête de l'Assomption ; bbox=[376, 516, 807, 532]
